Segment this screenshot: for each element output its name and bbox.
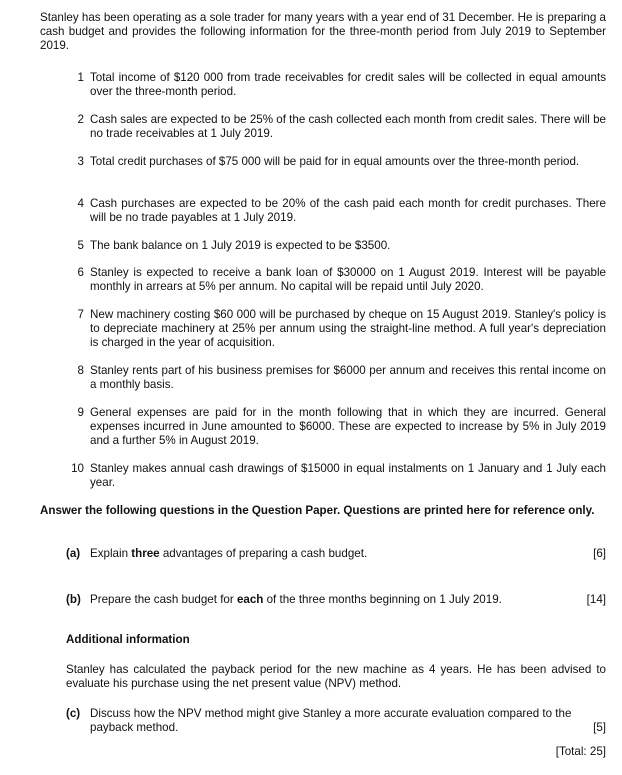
item-number: 4 bbox=[77, 197, 84, 210]
item-text: Total income of $120 000 from trade receivables for credit sales will be collected in equal amounts over the three-month period. bbox=[90, 71, 606, 98]
item-number: 8 bbox=[77, 364, 84, 377]
question-text: Explain three advantages of preparing a cash budget. bbox=[90, 547, 368, 560]
marks-label: [6] bbox=[593, 547, 606, 560]
item-number: 5 bbox=[77, 239, 84, 252]
intro-paragraph: Stanley has been operating as a sole trader for many years with a year end of 31 December. He is preparing a cash budget and provides the following information for the three-month period from July 2019 to September 2019. bbox=[40, 11, 606, 52]
additional-info-heading: Additional information bbox=[66, 633, 190, 646]
question-text: Prepare the cash budget for each of the three months beginning on 1 July 2019. bbox=[90, 593, 502, 606]
item-text: New machinery costing $60 000 will be purchased by cheque on 15 August 2019. Stanley's policy is to depreciate machinery at 25% per annum using the straight-line method. A full year's depreciation is charged in the year of acquisition. bbox=[90, 308, 606, 349]
item-text: Stanley rents part of his business premises for $6000 per annum and receives this rental income on a monthly basis. bbox=[90, 364, 606, 391]
item-text: Cash purchases are expected to be 20% of the cash paid each month for credit purchases. There will be no trade payables at 1 July 2019. bbox=[90, 197, 606, 224]
item-number: 2 bbox=[77, 113, 84, 126]
item-text: General expenses are paid for in the month following that in which they are incurred. General expenses incurred in June amounted to $6000. These are expected to increase by 5% in July 2019 and a further 5% in August 2019. bbox=[90, 406, 606, 447]
item-text: Stanley is expected to receive a bank loan of $30000 on 1 August 2019. Interest will be payable monthly in arrears at 5% per annum. No capital will be repaid until July 2020. bbox=[90, 266, 606, 293]
question-label: (a) bbox=[66, 547, 81, 560]
marks-label: [14] bbox=[586, 593, 606, 606]
marks-label: [5] bbox=[593, 721, 606, 734]
item-text: The bank balance on 1 July 2019 is expected to be $3500. bbox=[90, 239, 391, 252]
question-label: (b) bbox=[66, 593, 81, 606]
total-marks: [Total: 25] bbox=[555, 745, 606, 758]
question-label: (c) bbox=[66, 707, 81, 720]
item-number: 3 bbox=[77, 155, 84, 168]
item-text: Total credit purchases of $75 000 will be paid for in equal amounts over the three-month period. bbox=[90, 155, 580, 168]
item-number: 7 bbox=[77, 308, 84, 321]
item-number: 10 bbox=[71, 462, 84, 475]
item-text: Cash sales are expected to be 25% of the cash collected each month from credit sales. There will be no trade receivables at 1 July 2019. bbox=[90, 113, 606, 140]
instruction-text: Answer the following questions in the Question Paper. Questions are printed here for reference only. bbox=[40, 504, 595, 517]
question-text: Discuss how the NPV method might give Stanley a more accurate evaluation compared to the payback method. bbox=[90, 707, 572, 734]
additional-info-text: Stanley has calculated the payback period for the new machine as 4 years. He has been advised to evaluate his purchase using the net present value (NPV) method. bbox=[66, 663, 606, 690]
item-number: 1 bbox=[77, 71, 84, 84]
item-number: 9 bbox=[77, 406, 84, 419]
item-number: 6 bbox=[77, 266, 84, 279]
item-text: Stanley makes annual cash drawings of $15000 in equal instalments on 1 January and 1 July each year. bbox=[90, 462, 606, 489]
